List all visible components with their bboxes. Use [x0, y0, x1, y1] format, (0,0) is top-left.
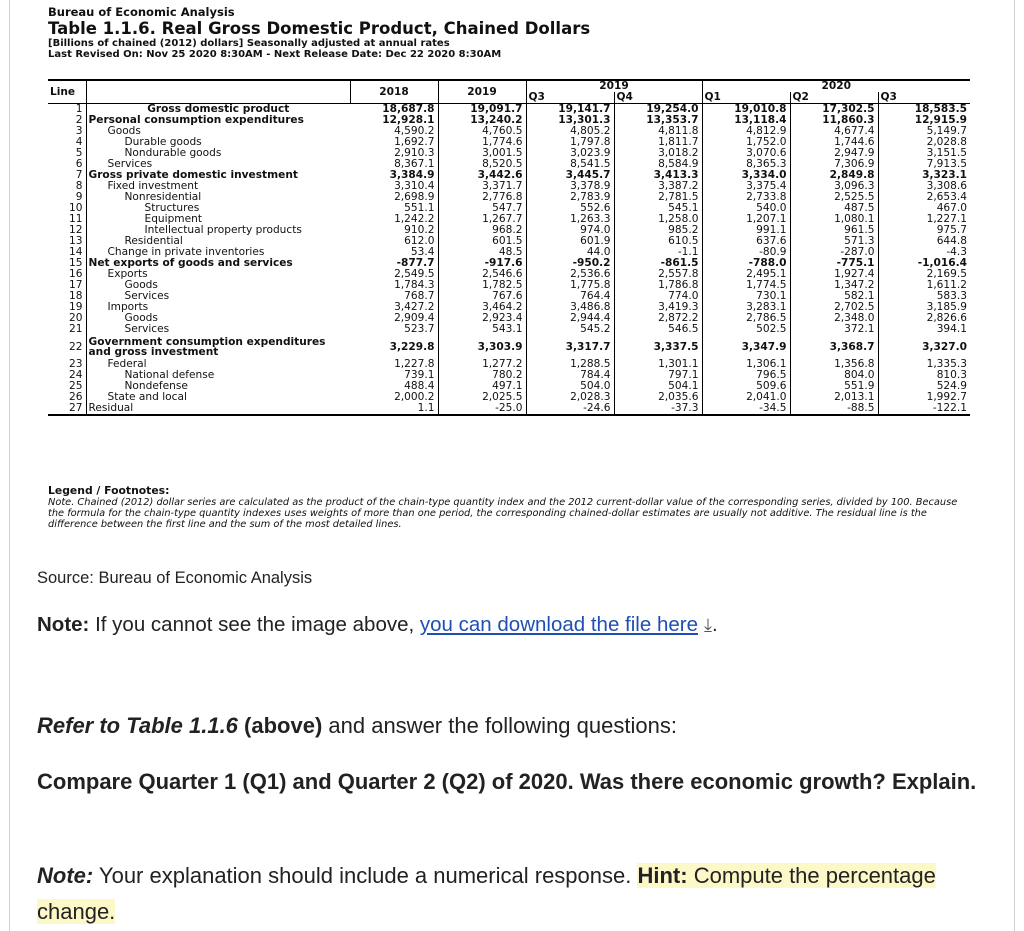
value-cell: 1,267.7 — [438, 214, 526, 225]
line-number: 5 — [48, 148, 86, 159]
value-cell: 523.7 — [350, 324, 438, 335]
value-cell: 4,677.4 — [790, 126, 878, 137]
line-number: 9 — [48, 192, 86, 203]
line-number: 13 — [48, 236, 86, 247]
value-cell: -25.0 — [438, 403, 526, 415]
value-cell: -88.5 — [790, 403, 878, 415]
line-number: 20 — [48, 313, 86, 324]
group-2020-header: 2020 — [702, 80, 970, 92]
row-label: Services — [107, 158, 153, 170]
q-header: Q3 — [878, 92, 970, 104]
value-cell: -950.2 — [526, 258, 614, 269]
value-cell: 1,080.1 — [790, 214, 878, 225]
value-cell: 2,549.5 — [350, 269, 438, 280]
value-cell: 3,001.5 — [438, 148, 526, 159]
value-cell: 1,786.8 — [614, 280, 702, 291]
value-cell: 3,419.3 — [614, 302, 702, 313]
value-cell: 1,774.6 — [438, 137, 526, 148]
value-cell: 2,557.8 — [614, 269, 702, 280]
value-cell: 11,860.3 — [790, 115, 878, 126]
value-cell: 3,384.9 — [350, 170, 438, 181]
value-cell: 1,263.3 — [526, 214, 614, 225]
value-cell: 4,811.8 — [614, 126, 702, 137]
value-cell: 601.5 — [438, 236, 526, 247]
value-cell: 1,301.1 — [614, 359, 702, 370]
value-cell: -24.6 — [526, 403, 614, 415]
value-cell: 1,784.3 — [350, 280, 438, 291]
value-cell: 3,317.7 — [526, 335, 614, 359]
intro-above: (above) — [237, 713, 323, 738]
line-number: 12 — [48, 225, 86, 236]
value-cell: 3,185.9 — [926, 301, 968, 313]
value-cell: 804.0 — [790, 370, 878, 381]
row-label: Exports — [107, 268, 148, 280]
value-cell: 2,525.5 — [790, 192, 878, 203]
value-cell: 1,744.6 — [790, 137, 878, 148]
value-cell: 504.1 — [614, 381, 702, 392]
value-cell: 2,698.9 — [350, 192, 438, 203]
value-cell: 3,442.6 — [438, 170, 526, 181]
row-label: National defense — [124, 369, 215, 381]
value-cell: 583.3 — [936, 290, 968, 302]
row-label: Services — [124, 290, 170, 302]
line-number: 8 — [48, 181, 86, 192]
download-link[interactable]: you can download the file here — [419, 613, 698, 636]
value-cell: 19,141.7 — [526, 104, 614, 116]
download-icon[interactable]: ⤓ — [703, 615, 712, 635]
value-cell: 2,872.2 — [614, 313, 702, 324]
line-number: 4 — [48, 137, 86, 148]
line-number: 26 — [48, 392, 86, 403]
value-cell: 610.5 — [614, 236, 702, 247]
value-cell: 3,023.9 — [526, 148, 614, 159]
line-number: 6 — [48, 159, 86, 170]
line-number: 22 — [48, 335, 86, 359]
value-cell: 372.1 — [790, 324, 878, 335]
value-cell: 18,687.8 — [350, 104, 438, 116]
line-number: 10 — [48, 203, 86, 214]
line-number: 7 — [48, 170, 86, 181]
intro-table-ref: Refer to Table 1.1.6 — [37, 713, 238, 738]
legend-title: Legend / Footnotes: — [48, 484, 170, 497]
value-cell: -287.0 — [790, 247, 878, 258]
value-cell: 4,590.2 — [350, 126, 438, 137]
value-cell: 797.1 — [614, 370, 702, 381]
value-cell: 488.4 — [350, 381, 438, 392]
value-cell: 968.2 — [438, 225, 526, 236]
question-main: Compare Quarter 1 (Q1) and Quarter 2 (Q2) of 2020. Was there economic growth? Explain. — [37, 769, 977, 794]
year-2019-header: 2019 — [438, 80, 526, 104]
value-cell: 2,041.0 — [702, 392, 790, 403]
value-cell: 601.9 — [526, 236, 614, 247]
value-cell: 8,520.5 — [438, 159, 526, 170]
value-cell: 5,149.7 — [926, 125, 968, 137]
line-number: 24 — [48, 370, 86, 381]
value-cell: -80.9 — [702, 247, 790, 258]
legend-note: Note. Chained (2012) dollar series are calculated as the product of the chain-type quantity index and the 2012 current-dollar value of the corresponding series, divided by 100. Because the formula for the chain-type quantity indexes uses weights of more than one period, the corresponding chained-dollar estimates are usually not additive. The residual line is the difference between the first line and the sum of the most detailed lines. — [48, 497, 958, 530]
value-cell: 2,783.9 — [526, 192, 614, 203]
value-cell: 17,302.5 — [790, 104, 878, 116]
row-label: Gross domestic product — [147, 103, 290, 115]
value-cell: 2,910.3 — [350, 148, 438, 159]
note-label: Note: — [37, 613, 90, 636]
line-number: 27 — [48, 403, 86, 415]
value-cell: 1,356.8 — [790, 359, 878, 370]
value-cell: 3,486.8 — [526, 302, 614, 313]
value-cell: 1,775.8 — [526, 280, 614, 291]
value-cell: 774.0 — [614, 291, 702, 302]
value-cell: 3,347.9 — [702, 335, 790, 359]
value-cell: 3,464.2 — [438, 302, 526, 313]
row-label: Durable goods — [124, 136, 202, 148]
value-cell: 1,227.1 — [926, 213, 968, 225]
value-cell: 780.2 — [438, 370, 526, 381]
value-cell: -122.1 — [878, 403, 970, 415]
value-cell: 3,303.9 — [438, 335, 526, 359]
row-label: Federal — [107, 358, 147, 370]
table-row — [48, 335, 970, 359]
revision-line: Last Revised On: Nov 25 2020 8:30AM - Next Release Date: Dec 22 2020 8:30AM — [48, 49, 502, 60]
line-header: Line — [48, 80, 86, 104]
question-note — [37, 858, 987, 930]
value-cell: 3,323.1 — [922, 169, 968, 181]
value-cell: 1,782.5 — [438, 280, 526, 291]
value-cell: 1,258.0 — [614, 214, 702, 225]
value-cell: 1,227.8 — [350, 359, 438, 370]
value-cell: 545.2 — [526, 324, 614, 335]
value-cell: 2,733.8 — [702, 192, 790, 203]
row-label: Goods — [107, 125, 141, 137]
line-number: 15 — [48, 258, 86, 269]
value-cell: 8,367.1 — [350, 159, 438, 170]
row-label: Intellectual property products — [144, 224, 302, 236]
value-cell: 2,786.5 — [702, 313, 790, 324]
value-cell: 4,760.5 — [438, 126, 526, 137]
value-cell: 739.1 — [350, 370, 438, 381]
value-cell: 910.2 — [350, 225, 438, 236]
row-label: Fixed investment — [107, 180, 199, 192]
value-cell: -4.3 — [946, 246, 968, 258]
value-cell: 2,909.4 — [350, 313, 438, 324]
table-body — [48, 104, 970, 416]
row-label: Government consumption expenditures and gross investment — [88, 336, 326, 358]
line-number: 3 — [48, 126, 86, 137]
value-cell: 3,151.5 — [926, 147, 968, 159]
value-cell: 12,928.1 — [350, 115, 438, 126]
value-cell: 2,035.6 — [614, 392, 702, 403]
value-cell: 571.3 — [790, 236, 878, 247]
value-cell: 1,992.7 — [926, 391, 968, 403]
value-cell: 1,927.4 — [790, 269, 878, 280]
value-cell: 53.4 — [350, 247, 438, 258]
source-line: Source: Bureau of Economic Analysis — [37, 569, 313, 587]
value-cell: 3,427.2 — [350, 302, 438, 313]
value-cell: 3,445.7 — [526, 170, 614, 181]
value-cell: 1,277.2 — [438, 359, 526, 370]
value-cell: 975.7 — [936, 224, 968, 236]
q-header: Q3 — [526, 92, 614, 104]
value-cell: 985.2 — [614, 225, 702, 236]
q-header: Q4 — [614, 92, 702, 104]
value-cell: 18,583.5 — [914, 103, 968, 115]
value-cell: 540.0 — [702, 203, 790, 214]
value-cell: -917.6 — [438, 258, 526, 269]
value-cell: 3,334.0 — [702, 170, 790, 181]
value-cell: 7,913.5 — [926, 158, 968, 170]
line-number: 11 — [48, 214, 86, 225]
line-number: 25 — [48, 381, 86, 392]
row-label: Imports — [107, 301, 149, 313]
row-label: Residual — [86, 403, 350, 415]
value-cell: 1.1 — [350, 403, 438, 415]
value-cell: 546.5 — [614, 324, 702, 335]
value-cell: 767.6 — [438, 291, 526, 302]
q-header: Q1 — [702, 92, 790, 104]
value-cell: 1,288.5 — [526, 359, 614, 370]
download-note — [37, 613, 718, 637]
value-cell: -877.7 — [350, 258, 438, 269]
row-label: State and local — [107, 391, 187, 403]
value-cell: 4,812.9 — [702, 126, 790, 137]
value-cell: 19,254.0 — [614, 104, 702, 116]
value-cell: 2,028.3 — [526, 392, 614, 403]
value-cell: 48.5 — [438, 247, 526, 258]
value-cell: 2,348.0 — [790, 313, 878, 324]
value-cell: 8,584.9 — [614, 159, 702, 170]
value-cell: 3,413.3 — [614, 170, 702, 181]
value-cell: 2,944.4 — [526, 313, 614, 324]
agency-name: Bureau of Economic Analysis — [48, 5, 235, 19]
value-cell: 612.0 — [350, 236, 438, 247]
line-number: 23 — [48, 359, 86, 370]
value-cell: 8,541.5 — [526, 159, 614, 170]
value-cell: -1.1 — [614, 247, 702, 258]
value-cell: 502.5 — [702, 324, 790, 335]
value-cell: 784.4 — [526, 370, 614, 381]
gdp-table — [48, 79, 970, 416]
value-cell: 19,091.7 — [438, 104, 526, 116]
value-cell: 4,805.2 — [526, 126, 614, 137]
value-cell: 13,353.7 — [614, 115, 702, 126]
value-cell: 810.3 — [936, 369, 968, 381]
value-cell: 730.1 — [702, 291, 790, 302]
value-cell: 12,915.9 — [914, 114, 968, 126]
question-note-text: Your explanation should include a numerical response. — [93, 863, 638, 888]
value-cell: 637.6 — [702, 236, 790, 247]
value-cell: 2,169.5 — [926, 268, 968, 280]
value-cell: 551.1 — [350, 203, 438, 214]
value-cell: 509.6 — [702, 381, 790, 392]
value-cell: 3,375.4 — [702, 181, 790, 192]
value-cell: 1,242.2 — [350, 214, 438, 225]
value-cell: 552.6 — [526, 203, 614, 214]
header-row-1 — [48, 80, 970, 92]
legend — [48, 484, 963, 530]
value-cell: 582.1 — [790, 291, 878, 302]
row-label: Change in private inventories — [107, 246, 265, 258]
row-label: Nondurable goods — [124, 147, 222, 159]
value-cell: 991.1 — [702, 225, 790, 236]
row-label: Gross private domestic investment — [88, 169, 298, 181]
question-intro — [37, 708, 987, 744]
value-cell: 13,240.2 — [438, 115, 526, 126]
table-title: Table 1.1.6. Real Gross Domestic Product, Chained Dollars — [48, 19, 591, 38]
row-label: Services — [124, 323, 170, 335]
table-row — [48, 403, 970, 415]
line-number: 1 — [48, 104, 86, 116]
value-cell: -861.5 — [614, 258, 702, 269]
value-cell: 3,368.7 — [790, 335, 878, 359]
value-cell: 3,310.4 — [350, 181, 438, 192]
value-cell: 1,774.5 — [702, 280, 790, 291]
value-cell: -37.3 — [614, 403, 702, 415]
value-cell: 3,371.7 — [438, 181, 526, 192]
value-cell: 974.0 — [526, 225, 614, 236]
label-header — [86, 80, 350, 104]
value-cell: 1,207.1 — [702, 214, 790, 225]
note-end: . — [711, 613, 718, 636]
value-cell: 2,702.5 — [790, 302, 878, 313]
units-line: [Billions of chained (2012) dollars] Seasonally adjusted at annual rates — [48, 38, 450, 49]
hint-label: Hint: — [637, 863, 688, 888]
value-cell: 2,013.1 — [790, 392, 878, 403]
value-cell: 3,327.0 — [922, 340, 968, 353]
value-cell: 13,301.3 — [526, 115, 614, 126]
value-cell: 504.0 — [526, 381, 614, 392]
value-cell: 2,923.4 — [438, 313, 526, 324]
value-cell: 3,387.2 — [614, 181, 702, 192]
value-cell: 7,306.9 — [790, 159, 878, 170]
value-cell: 1,752.0 — [702, 137, 790, 148]
value-cell: 1,335.3 — [926, 358, 968, 370]
value-cell: 1,611.2 — [926, 279, 968, 291]
value-cell: 1,811.7 — [614, 137, 702, 148]
value-cell: 44.0 — [526, 247, 614, 258]
value-cell: 2,947.9 — [790, 148, 878, 159]
line-number: 2 — [48, 115, 86, 126]
value-cell: 2,653.4 — [926, 191, 968, 203]
value-cell: 1,347.2 — [790, 280, 878, 291]
value-cell: 2,536.6 — [526, 269, 614, 280]
value-cell: 487.5 — [790, 203, 878, 214]
value-cell: 19,010.8 — [702, 104, 790, 116]
value-cell: 2,776.8 — [438, 192, 526, 203]
hint-text: Compute the percentage change. — [37, 863, 936, 924]
value-cell: 545.1 — [614, 203, 702, 214]
line-number: 17 — [48, 280, 86, 291]
line-number: 18 — [48, 291, 86, 302]
value-cell: 3,070.6 — [702, 148, 790, 159]
value-cell: -775.1 — [790, 258, 878, 269]
value-cell: 961.5 — [790, 225, 878, 236]
value-cell: 497.1 — [438, 381, 526, 392]
line-number: 16 — [48, 269, 86, 280]
value-cell: 3,378.9 — [526, 181, 614, 192]
q-header: Q2 — [790, 92, 878, 104]
value-cell: 764.4 — [526, 291, 614, 302]
value-cell: 2,495.1 — [702, 269, 790, 280]
line-number: 21 — [48, 324, 86, 335]
value-cell: 3,308.6 — [926, 180, 968, 192]
value-cell: 551.9 — [790, 381, 878, 392]
value-cell: 2,781.5 — [614, 192, 702, 203]
value-cell: 796.5 — [702, 370, 790, 381]
value-cell: -788.0 — [702, 258, 790, 269]
row-label: Residential — [124, 235, 183, 247]
value-cell: 2,028.8 — [926, 136, 968, 148]
value-cell: 768.7 — [350, 291, 438, 302]
row-label: Nonresidential — [124, 191, 202, 203]
value-cell: 2,546.6 — [438, 269, 526, 280]
value-cell: 8,365.3 — [702, 159, 790, 170]
value-cell: 2,826.6 — [926, 312, 968, 324]
value-cell: 3,096.3 — [790, 181, 878, 192]
value-cell: 13,118.4 — [702, 115, 790, 126]
value-cell: 1,306.1 — [702, 359, 790, 370]
value-cell: -1,016.4 — [917, 257, 968, 269]
value-cell: 2,025.5 — [438, 392, 526, 403]
value-cell: 3,229.8 — [350, 335, 438, 359]
value-cell: 3,337.5 — [614, 335, 702, 359]
value-cell: 547.7 — [438, 203, 526, 214]
row-label: Goods — [124, 312, 158, 324]
value-cell: 394.1 — [936, 323, 968, 335]
row-label: Personal consumption expenditures — [88, 114, 304, 126]
row-label: Goods — [124, 279, 158, 291]
report-header — [48, 6, 988, 60]
note-text: If you cannot see the image above, — [89, 613, 420, 636]
value-cell: 524.9 — [936, 380, 968, 392]
row-label: Net exports of goods and services — [88, 257, 293, 269]
value-cell: 2,849.8 — [790, 170, 878, 181]
row-label: Structures — [144, 202, 200, 214]
value-cell: 1,797.8 — [526, 137, 614, 148]
line-number: 19 — [48, 302, 86, 313]
table-row — [48, 324, 970, 335]
value-cell: 3,283.1 — [702, 302, 790, 313]
value-cell: 2,000.2 — [350, 392, 438, 403]
value-cell: 1,692.7 — [350, 137, 438, 148]
group-2019-header: 2019 — [526, 80, 702, 92]
row-label: Nondefense — [124, 380, 188, 392]
value-cell: 644.8 — [936, 235, 968, 247]
year-2018-header: 2018 — [350, 80, 438, 104]
value-cell: -34.5 — [702, 403, 790, 415]
value-cell: 543.1 — [438, 324, 526, 335]
row-label: Equipment — [144, 213, 203, 225]
value-cell: 3,018.2 — [614, 148, 702, 159]
question-note-label: Note: — [37, 863, 94, 888]
intro-rest: and answer the following questions: — [322, 713, 677, 738]
value-cell: 467.0 — [936, 202, 968, 214]
line-number: 14 — [48, 247, 86, 258]
